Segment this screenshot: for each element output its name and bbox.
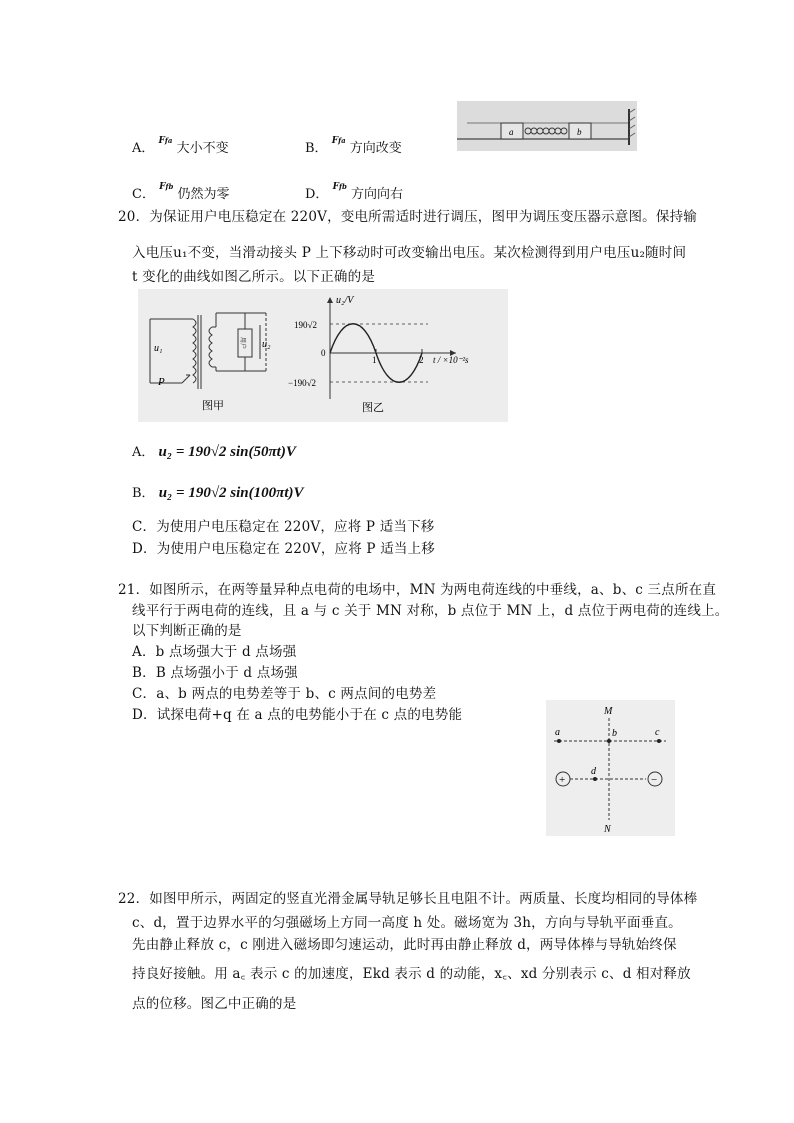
point-a [557, 739, 561, 743]
point-d [593, 777, 597, 781]
point-c [657, 739, 661, 743]
q21-stem-line1: 21．如图所示，在两等量异种点电荷的电场中，MN 为两电荷连线的中垂线，a、b、c 三点所在直 [118, 582, 717, 598]
origin-label: 0 [321, 348, 326, 358]
q22-stem-line5: 点的位移。图乙中正确的是 [132, 996, 297, 1012]
q21-option-b: B．B 点场强小于 d 点场强 [132, 665, 298, 681]
figure-yi-caption: 图乙 [362, 402, 384, 414]
q21-figure [546, 700, 675, 836]
q20-option-d: D．为使用户电压稳定在 220V，应将 P 适当上移 [132, 541, 435, 557]
option-text: 方向改变 [349, 141, 402, 156]
option-label: B． [132, 486, 155, 501]
u2-label: u₂ [262, 339, 271, 350]
voltage-time-graph [327, 297, 456, 399]
option-label: A． [132, 141, 155, 156]
y-axis-label: u₂/V [336, 295, 354, 306]
q22-stem-line4: 持良好接触。用 a꜀ 表示 c 的加速度，Ekd 表示 d 的动能，x꜀、xd 分别表示 c、d 相对释放 [132, 966, 691, 982]
label-c: c [655, 727, 660, 738]
label-b: b [612, 728, 617, 739]
t1-label: 1 [372, 355, 377, 365]
q20-stem-line3: t 变化的曲线如图乙所示。以下正确的是 [132, 269, 376, 285]
figure-jia-caption: 图甲 [202, 400, 224, 412]
q19-spring-figure [457, 101, 637, 151]
plus-sign: + [559, 774, 566, 786]
block-b-label: b [577, 127, 582, 137]
q19-option-c [132, 183, 230, 202]
u1-label: u₁ [154, 343, 163, 354]
q19-option-b [305, 137, 402, 156]
point-b [607, 739, 611, 743]
q21-option-c: C．a、b 两点的电势差等于 b、c 两点间的电势差 [132, 686, 437, 702]
option-label: B． [305, 141, 328, 156]
y-max-label: 190√2 [294, 320, 317, 330]
q21-stem-line3: 以下判断正确的是 [132, 623, 242, 639]
force-symbol: Ffa [331, 136, 346, 146]
t2-label: 2 [419, 355, 424, 365]
q20-stem-line2: 入电压u₁不变，当滑动接头 P 上下移动时可改变输出电压。某次检测得到用户电压u₂随时间 [132, 245, 687, 261]
option-label: D． [305, 187, 329, 202]
formula: u₂ = 190√2 sin(50πt)V [158, 444, 296, 460]
q22-stem-line2: c、d，置于边界水平的匀强磁场上方同一高度 h 处。磁场宽为 3h，方向与导轨平面垂直。 [132, 915, 682, 931]
p-label: P [158, 376, 165, 388]
q19-option-a [132, 137, 229, 156]
label-d: d [591, 766, 596, 777]
q21-option-a: A．b 点场强大于 d 点场强 [132, 644, 297, 660]
q21-stem-line2: 线平行于两电荷的连线，且 a 与 c 关于 MN 对称，b 点位于 MN 上，d 点位于两电荷的连线上。 [132, 603, 729, 619]
q19-option-d [305, 183, 403, 202]
label-n: N [604, 824, 611, 835]
label-a: a [555, 727, 560, 738]
q20-option-c: C．为使用户电压稳定在 220V，应将 P 适当下移 [132, 519, 435, 535]
option-label: A． [132, 445, 155, 460]
label-m: M [604, 706, 613, 717]
minus-sign: − [651, 774, 658, 786]
y-min-label: −190√2 [288, 378, 317, 388]
x-axis-label: t / ×10⁻²s [433, 355, 469, 365]
q20-option-a [132, 441, 296, 461]
transformer-diagram [150, 313, 266, 389]
option-label: C． [132, 187, 155, 202]
formula: u₂ = 190√2 sin(100πt)V [158, 485, 304, 501]
charge-field-diagram [546, 700, 675, 836]
q20-option-b [132, 482, 304, 502]
q22-stem-line1: 22．如图甲所示，两固定的竖直光滑金属导轨足够长且电阻不计。两质量、长度均相同的导体棒 [118, 891, 698, 907]
option-text: 仍然为零 [177, 187, 230, 202]
q20-figure [138, 289, 508, 422]
force-symbol: Ffa [158, 136, 173, 146]
block-a-label: a [509, 127, 514, 137]
force-symbol: Ffb [159, 182, 174, 192]
option-text: 大小不变 [176, 141, 229, 156]
spring [525, 128, 567, 134]
option-text: 方向向右 [351, 187, 404, 202]
q20-stem-line1: 20．为保证用户电压稳定在 220V，变电所需适时进行调压，图甲为调压变压器示意图。保持输 [118, 209, 697, 225]
q22-stem-line3: 先由静止释放 c，c 刚进入磁场即匀速运动，此时再由静止释放 d，两导体棒与导轨始终保 [132, 937, 677, 953]
force-symbol: Ffb [332, 182, 347, 192]
q21-option-d: D．试探电荷+q 在 a 点的电势能小于在 c 点的电势能 [132, 707, 463, 723]
user-label: 用户 [239, 337, 245, 350]
